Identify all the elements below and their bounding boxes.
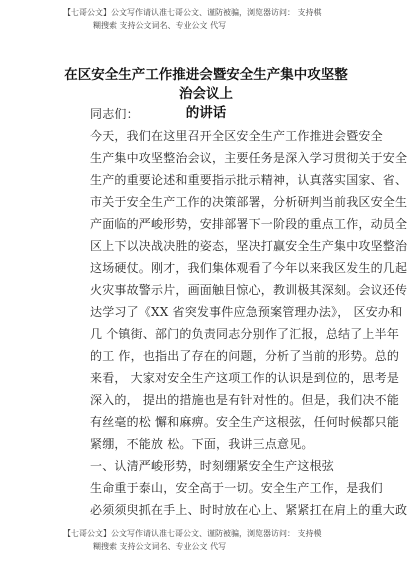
body-line: 紧绷，不能放 松。下面，我讲三点意见。	[90, 437, 314, 451]
body-line: 生产集中攻坚整治会议，主要任务是深入学习贯彻关于安全	[90, 151, 408, 165]
body-line: 生产的重要论述和重要指示批示精神，认真落实国家、省、	[90, 173, 408, 187]
title-line-1: 在区安全生产工作推进会暨安全生产集中攻坚整治会议上	[64, 67, 348, 102]
header-banner-line-1: 【七哥公文】公文写作请认准七哥公文、谨防被骗，浏览器访问： 支持棋	[63, 8, 322, 17]
body-line: 今天，我们在这里召开全区安全生产工作推进会暨安全	[90, 129, 383, 143]
body-line: 生命重于泰山，安全高于一切。安全生产工作，是我们	[90, 481, 383, 495]
body-line: 有丝毫的松 懈和麻痹。安全生产这根弦，任何时候都只能	[90, 415, 400, 429]
body-line: 市关于安全生产工作的决策部署，分析研判当前我区安全生	[90, 195, 408, 209]
footer-banner-line-1: 【七哥公文】公文写作请认准七哥公文、谨防被骗，浏览器访问： 支持模	[63, 529, 322, 538]
header-watermark-banner	[63, 6, 363, 32]
salutation: 同志们：	[90, 107, 139, 121]
title-line-2: 的讲话	[185, 105, 227, 121]
body-line: 的工 作，也指出了存在的问题，分析了当前的形势。总的	[90, 349, 400, 363]
body-line: 这场硬仗。刚才，我们集体观看了今年以来我区发生的几起	[90, 261, 408, 275]
body-line: 来看， 大家对安全生产这项工作的认识是到位的，思考是	[90, 371, 400, 385]
section-heading: 一、认清严峻形势，时刻绷紧安全生产这根弦	[90, 459, 335, 473]
footer-watermark-banner	[63, 527, 363, 553]
body-line: 区上下以决战决胜的姿态，坚决打赢安全生产集中攻坚整治	[90, 239, 408, 253]
body-line: 几 个镇街、部门的负责同志分别作了汇报，总结了上半年	[90, 327, 400, 341]
body-line: 达学习了《XX 省突发事件应急预案管理办法》， 区安办和	[90, 305, 403, 319]
body-line: 火灾事故警示片，画面触目惊心，教训极其深刻。会议还传	[90, 283, 408, 297]
body-line: 必须须臾抓在手上、时时放在心上、紧紧扛在肩上的重大政	[90, 503, 408, 517]
footer-banner-line-2: 糊搜索 支持公文词名、专业公文 代写	[93, 542, 227, 551]
header-banner-line-2: 糊搜索 支持公文词名、专业公文 代写	[93, 21, 227, 30]
body-line: 深入的， 提出的措施也是有针对性的。但是，我们决不能	[90, 393, 400, 407]
document-body	[90, 103, 408, 521]
body-line: 产面临的严峻形势，安排部署下一阶段的重点工作，动员全	[90, 217, 408, 231]
